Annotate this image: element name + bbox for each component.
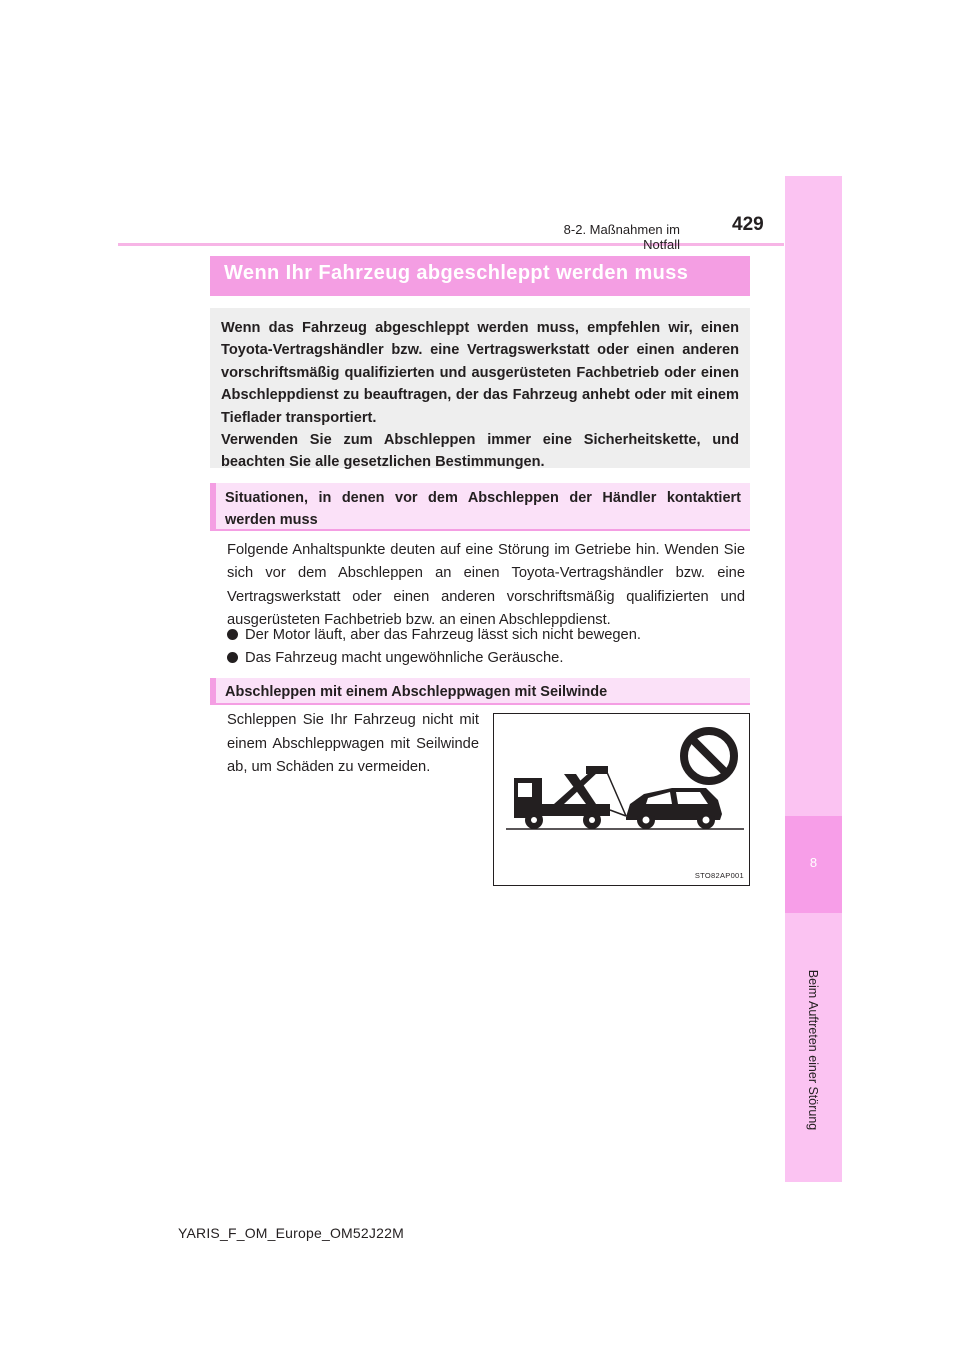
tow-illustration [494, 714, 751, 887]
chapter-number: 8 [809, 855, 818, 870]
page-number: 429 [732, 214, 764, 235]
section-body-dealer: Folgende Anhaltspunkte deuten auf eine Störung im Getriebe hin. Wenden Sie sich vor dem Abschleppen an einen Toyota-Vertragshändler bzw. eine Vertragswerkstatt oder einen anderen vorschriftsmäßig qualifizierten und ausgerüsteten Fachbetrieb bzw. an einen Abschleppdienst. [227, 542, 745, 628]
section-heading-winch: Abschleppen mit einem Abschleppwagen mit Seilwinde [210, 678, 750, 705]
section-heading-dealer: Situationen, in denen vor dem Abschleppen der Händler kontaktiert werden muss [210, 483, 750, 531]
bullet-icon [227, 629, 238, 640]
intro-box [210, 308, 750, 471]
tow-truck-icon [514, 766, 626, 829]
tow-truck-figure [493, 713, 750, 886]
car-icon [626, 788, 722, 829]
chapter-title: Beim Auftreten einer Störung [806, 969, 820, 1131]
list-item [227, 647, 563, 669]
header-rule [118, 243, 784, 246]
intro-text: Wenn das Fahrzeug abgeschleppt werden muss, empfehlen wir, einen Toyota-Vertragshändler bzw. eine Vertragswerkstatt oder einen anderen vorschriftsmäßig qualifizierten und ausgerüsteten Fachbetrieb oder einen Abschleppdienst zu beauftragen, der das Fahrzeug anhebt oder mit einem Tieflader transportiert. [221, 320, 739, 426]
document-footer: YARIS_F_OM_Europe_OM52J22M [178, 1225, 404, 1241]
list-item [227, 624, 641, 646]
list-item-text: Das Fahrzeug macht ungewöhnliche Geräusche. [245, 650, 564, 666]
section-label: 8-2. Maßnahmen im Notfall [563, 222, 680, 252]
bullet-icon [227, 652, 238, 663]
list-item-text: Der Motor läuft, aber das Fahrzeug lässt sich nicht bewegen. [245, 627, 641, 643]
intro-text-2: Verwenden Sie zum Abschleppen immer eine Sicherheitskette, und beachten Sie alle gesetzlichen Bestimmungen. [221, 432, 739, 471]
section-body-winch: Schleppen Sie Ihr Fahrzeug nicht mit einem Abschleppwagen mit Seilwinde ab, um Schäden zu vermeiden. [227, 712, 479, 775]
page-title: Wenn Ihr Fahrzeug abgeschleppt werden muss [210, 256, 750, 296]
figure-code: STO82AP001 [694, 871, 744, 880]
prohibited-icon [684, 731, 734, 781]
